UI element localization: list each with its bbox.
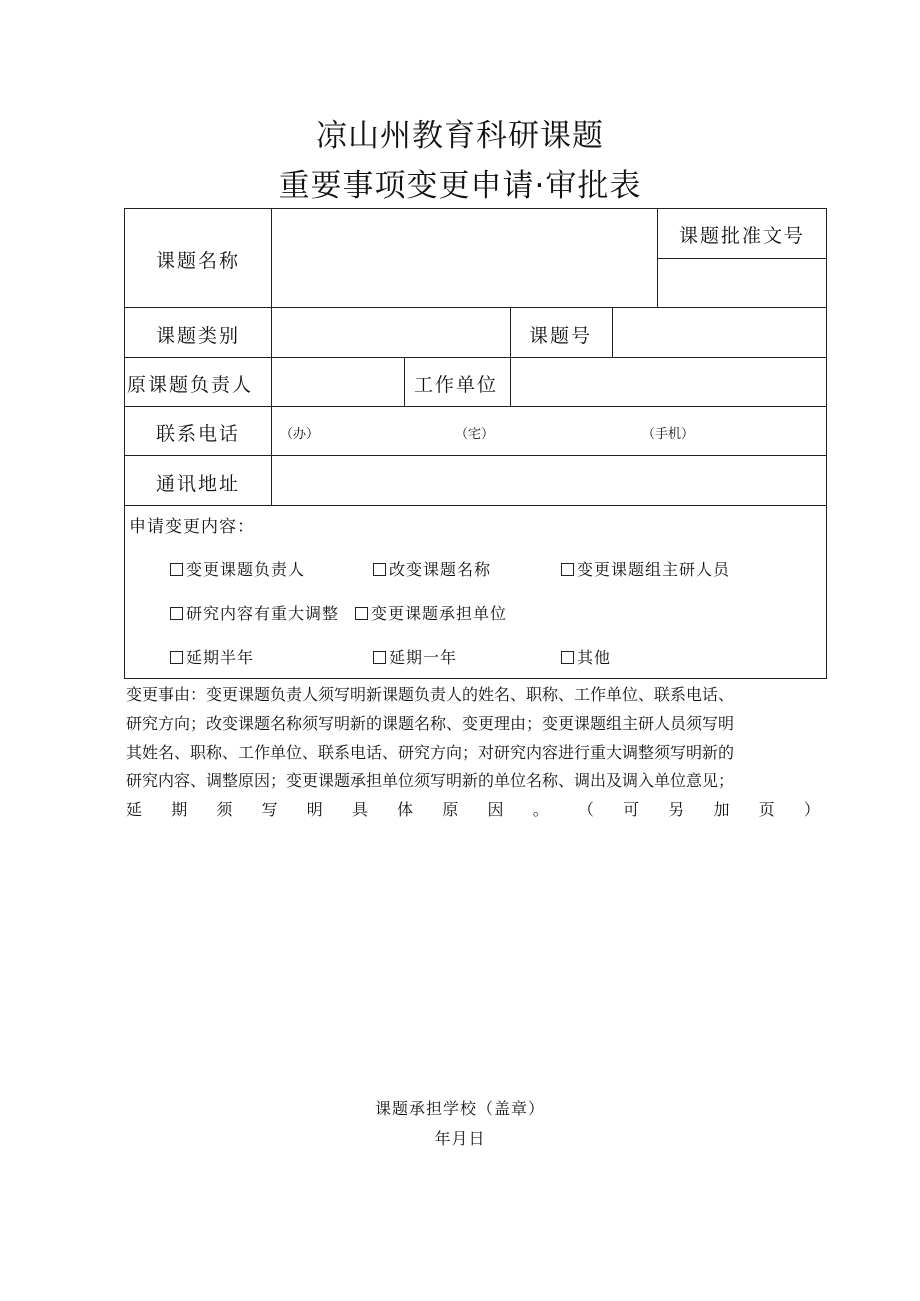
note-char: 须 — [216, 800, 233, 819]
note-char: 写 — [261, 800, 278, 819]
phone-label-cell — [124, 406, 272, 456]
change-content-label: 申请变更内容： — [129, 517, 255, 537]
phone-home-label: （宅） — [455, 427, 495, 442]
project-number-field[interactable] — [612, 307, 827, 358]
phone-field[interactable] — [271, 406, 827, 456]
category-label-cell — [124, 307, 272, 358]
project-number-label-cell — [510, 307, 613, 358]
original-leader-label: 原课题负责人 — [127, 374, 254, 396]
address-label-cell — [124, 455, 272, 506]
note-char: 另 — [668, 800, 685, 819]
phone-label: 联系电话 — [156, 423, 241, 445]
approval-doc-field[interactable] — [657, 258, 827, 308]
note-char: 。 — [532, 800, 549, 819]
checkbox-icon[interactable] — [170, 651, 183, 664]
checkbox-icon[interactable] — [170, 607, 183, 620]
checkbox-icon[interactable] — [373, 563, 386, 576]
change-content-cell — [124, 505, 827, 679]
checkbox-icon[interactable] — [373, 651, 386, 664]
note-char: 加 — [713, 800, 730, 819]
checkbox-icon[interactable] — [355, 607, 368, 620]
note-char: 可 — [623, 800, 640, 819]
phone-mobile-label: （手机） — [642, 427, 695, 442]
option-label: 变更课题组主研人员 — [577, 560, 731, 579]
document-title-line2: 重要事项变更申请·审批表 — [278, 168, 642, 204]
option-label: 其他 — [577, 648, 612, 667]
note-line-2: 研究方向；改变课题名称须写明新的课题名称、变更理由；变更课题组主研人员须写明 — [126, 714, 735, 733]
option-label: 研究内容有重大调整 — [186, 604, 340, 623]
checkbox-icon[interactable] — [561, 651, 574, 664]
project-number-label: 课题号 — [529, 325, 593, 347]
option-change-members[interactable] — [561, 557, 730, 580]
option-label: 延期一年 — [389, 648, 458, 667]
option-label: 延期半年 — [186, 648, 255, 667]
work-unit-label: 工作单位 — [414, 374, 499, 396]
option-content-adjust[interactable] — [170, 601, 339, 624]
option-label: 变更课题承担单位 — [371, 604, 508, 623]
option-change-leader[interactable] — [170, 557, 305, 580]
approval-doc-label-cell — [657, 208, 827, 259]
note-char: 页 — [758, 800, 775, 819]
note-line-3: 其姓名、职称、工作单位、联系电话、研究方向；对研究内容进行重大调整须写明新的 — [126, 743, 735, 762]
original-leader-label-cell — [124, 357, 272, 407]
address-field[interactable] — [271, 455, 827, 506]
note-char: ） — [803, 800, 820, 819]
note-char: 延 — [126, 800, 143, 819]
option-label: 改变课题名称 — [389, 560, 492, 579]
option-change-unit[interactable] — [355, 601, 507, 624]
note-line-5 — [126, 797, 820, 820]
note-char: 期 — [171, 800, 188, 819]
option-label: 变更课题负责人 — [186, 560, 306, 579]
phone-office-label: （办） — [280, 427, 320, 442]
approval-doc-label: 课题批准文号 — [679, 225, 806, 247]
option-change-name[interactable] — [373, 557, 491, 580]
note-line-4: 研究内容、调整原因；变更课题承担单位须写明新的单位名称、调出及调入单位意见； — [126, 771, 735, 790]
category-field[interactable] — [271, 307, 511, 358]
note-char: 明 — [306, 800, 323, 819]
school-seal-label: 课题承担学校（盖章） — [374, 1099, 545, 1118]
option-other[interactable] — [561, 645, 611, 668]
document-title-line1: 凉山州教育科研课题 — [316, 118, 604, 154]
work-unit-label-cell — [404, 357, 511, 407]
address-label: 通讯地址 — [156, 473, 241, 495]
note-char: （ — [577, 800, 594, 819]
note-char: 因 — [487, 800, 504, 819]
category-label: 课题类别 — [156, 325, 241, 347]
project-name-label: 课题名称 — [156, 250, 241, 272]
original-leader-field[interactable] — [271, 357, 405, 407]
note-char: 原 — [442, 800, 459, 819]
work-unit-field[interactable] — [510, 357, 827, 407]
checkbox-icon[interactable] — [561, 563, 574, 576]
note-line-1: 变更事由：变更课题负责人须写明新课题负责人的姓名、职称、工作单位、联系电话、 — [126, 685, 735, 704]
checkbox-icon[interactable] — [170, 563, 183, 576]
project-name-label-cell — [124, 208, 272, 308]
option-extend-half-year[interactable] — [170, 645, 254, 668]
note-char: 体 — [397, 800, 414, 819]
option-extend-one-year[interactable] — [373, 645, 457, 668]
project-name-field[interactable] — [271, 208, 658, 308]
date-label: 年月日 — [434, 1129, 486, 1148]
note-char: 具 — [351, 800, 368, 819]
